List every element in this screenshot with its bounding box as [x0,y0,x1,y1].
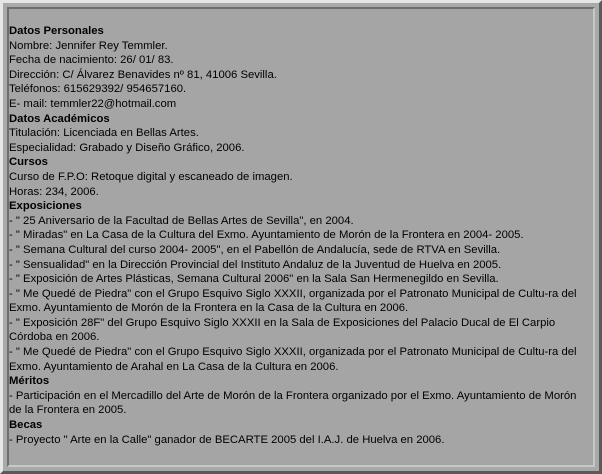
exhibition-item: - " Me Quedé de Piedra" con el Grupo Esquivo Siglo XXXII, organizada por el Patronato Municipal de Cultu-ra del Exmo. Ayuntamiento de Morón de la Frontera en la Casa de la Cultura en 2006. [9,287,577,315]
personal-birth: Fecha de nacimiento: 26/ 01/ 83. [9,54,174,67]
courses-hours: Horas: 234, 2006. [9,185,99,198]
grants-heading: Becas [9,419,43,432]
merit-item: - Participación en el Mercadillo del Arte de Morón de la Frontera organizado por el Exmo. Ayuntamiento de Morón de la Frontera en 2005. [9,389,577,417]
academic-specialty: Especialidad: Grabado y Diseño Gráfico, 2006. [9,141,245,154]
personal-phones: Teléfonos: 615629392/ 954657160. [9,83,187,96]
merits-heading: Méritos [9,375,50,388]
exhibition-item: - " 25 Aniversario de la Facultad de Bellas Artes de Sevilla", en 2004. [9,214,354,227]
grant-item: - Proyecto " Arte en la Calle" ganador de BECARTE 2005 del I.A.J. de Huelva en 2006. [9,433,445,446]
academic-degree: Titulación: Licenciada en Bellas Artes. [9,127,199,140]
personal-email: E- mail: temmler22@hotmail.com [9,97,177,110]
exhibition-item: - " Sensualidad" en la Dirección Provincial del Instituto Andaluz de la Juventud de Huelva en 2005. [9,258,502,271]
personal-name: Nombre: Jennifer Rey Temmler. [9,39,168,52]
exhibition-item: - " Semana Cultural del curso 2004- 2005", en el Pabellón de Andalucía, sede de RTVA en Sevilla. [9,243,501,256]
exhibition-item: - " Exposición 28F" del Grupo Esquivo Siglo XXXII en la Sala de Exposiciones del Palacio Ducal de El Carpio Córdoba en 2006. [9,316,556,344]
exhibition-item: - " Miradas" en La Casa de la Cultura del Exmo. Ayuntamiento de Morón de la Frontera en 2004- 2005. [9,229,524,242]
academic-heading: Datos Académicos [9,112,110,125]
courses-heading: Cursos [9,156,48,169]
personal-address: Dirección: C/ Álvarez Benavides nº 81, 41006 Sevilla. [9,68,277,81]
cv-text [9,24,583,447]
exhibition-item: - " Me Quedé de Piedra" con el Grupo Esquivo Siglo XXXII, organizada por el Patronato Municipal de Cultu-ra del Exmo. Ayuntamiento de Arahal en La Casa de la Cultura en 2006. [9,346,577,373]
exhibitions-heading: Exposiciones [9,200,82,213]
personal-heading: Datos Personales [9,25,104,37]
exhibition-item: - " Exposición de Artes Plásticas, Semana Cultural 2006" en la Sala San Hermenegildo en Sevilla. [9,273,499,286]
courses-course: Curso de F.P.O: Retoque digital y escaneado de imagen. [9,170,293,183]
